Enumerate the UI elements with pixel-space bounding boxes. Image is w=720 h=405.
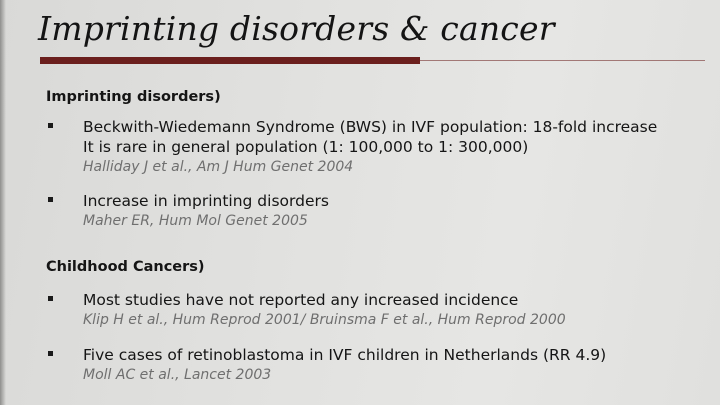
title-underline-bar: [40, 57, 420, 64]
square-bullet-icon: [48, 197, 53, 202]
citation: Maher ER, Hum Mol Genet 2005: [83, 213, 308, 229]
bullet-text-line: Beckwith-Wiedemann Syndrome (BWS) in IVF population: 18-fold increase: [83, 118, 658, 136]
slide-left-edge-shadow: [0, 0, 6, 405]
citation: Klip H et al., Hum Reprod 2001/ Bruinsma F et al., Hum Reprod 2000: [83, 312, 566, 328]
bullet-text-line: Five cases of retinoblastoma in IVF children in Netherlands (RR 4.9): [83, 346, 607, 364]
bullet-text-line: Increase in imprinting disorders: [83, 192, 329, 210]
list-item-incidence: [48, 290, 708, 330]
square-bullet-icon: [48, 296, 53, 301]
section-heading-imprinting-disorders: Imprinting disorders): [46, 89, 221, 105]
square-bullet-icon: [48, 123, 53, 128]
list-item-imprinting-increase: [48, 191, 708, 231]
bullet-text-line: It is rare in general population (1: 100,000 to 1: 300,000): [83, 138, 529, 156]
section-heading-childhood-cancers: Childhood Cancers): [46, 259, 205, 275]
list-item-retinoblastoma: [48, 345, 708, 385]
slide-title: Imprinting disorders & cancer: [38, 9, 555, 48]
title-underline-line: [420, 60, 705, 61]
bullet-text-line: Most studies have not reported any increased incidence: [83, 291, 519, 309]
list-item-bws: [48, 117, 708, 177]
square-bullet-icon: [48, 351, 53, 356]
citation: Halliday J et al., Am J Hum Genet 2004: [83, 159, 354, 175]
citation: Moll AC et al., Lancet 2003: [83, 367, 272, 383]
